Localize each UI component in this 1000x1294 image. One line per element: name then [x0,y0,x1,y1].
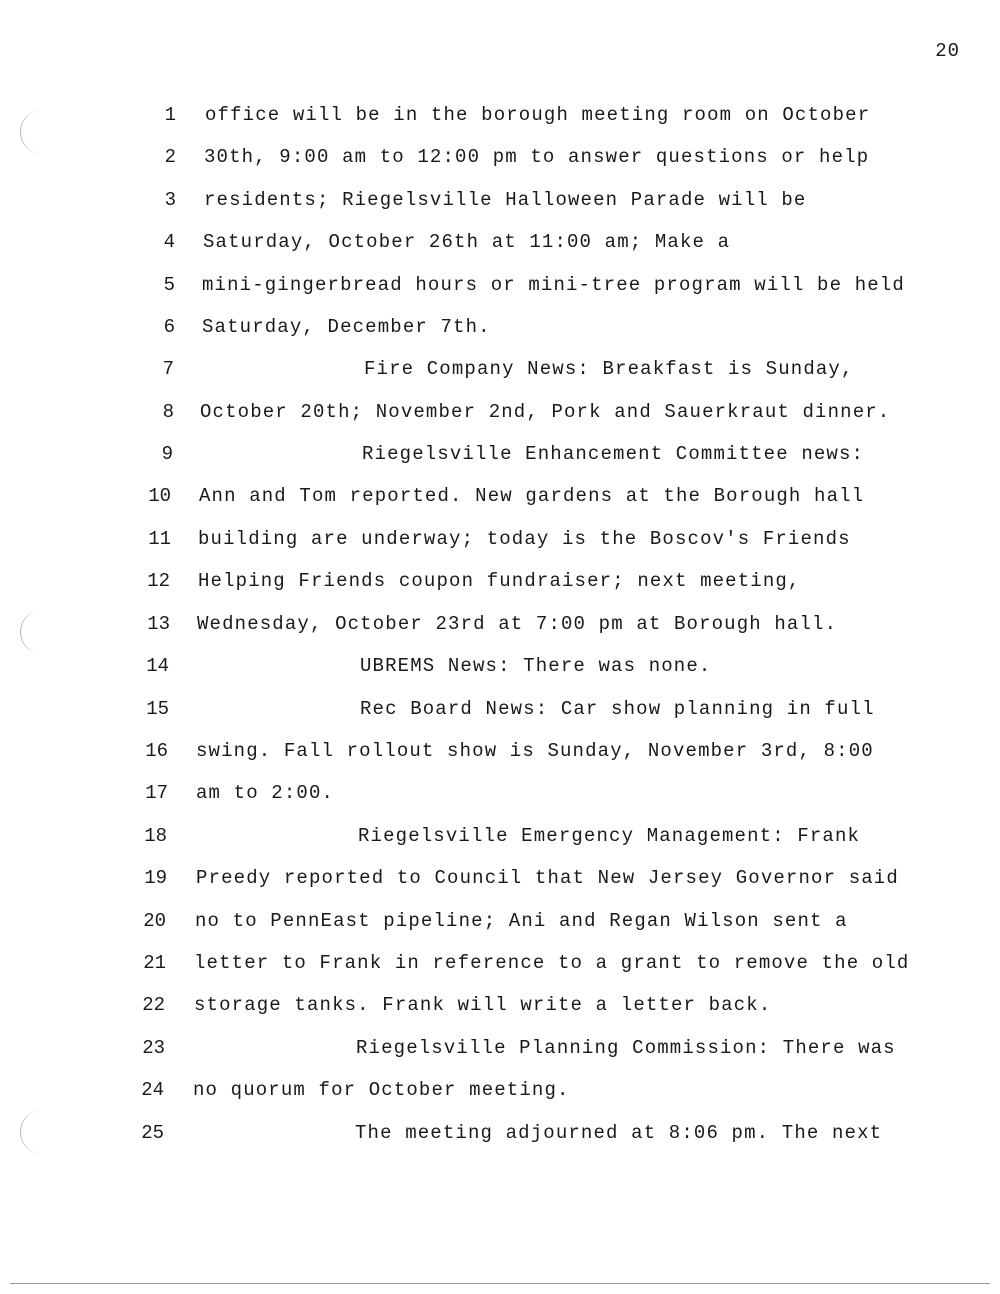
transcript-line [0,994,1000,1024]
line-text: Rec Board News: Car show planning in full [360,698,875,720]
line-number: 1 [164,104,176,126]
line-number: 6 [163,316,175,338]
transcript-line [0,146,1000,176]
line-text: Riegelsville Enhancement Committee news: [362,443,865,465]
line-text: Saturday, October 26th at 11:00 am; Make a [203,231,731,253]
transcript-line [0,952,1000,982]
transcript-line [0,782,1000,812]
line-number: 7 [162,358,174,380]
line-number: 10 [148,485,171,507]
line-number: 19 [144,867,167,889]
line-number: 24 [141,1079,164,1101]
transcript-line [0,613,1000,643]
transcript-line [0,1037,1000,1067]
line-number: 18 [144,825,167,847]
transcript-line [0,740,1000,770]
transcript-line [0,698,1000,728]
line-text: storage tanks. Frank will write a letter back. [194,994,772,1016]
transcript-line [0,358,1000,388]
line-number: 16 [145,740,168,762]
line-text: no to PennEast pipeline; Ani and Regan Wilson sent a [195,910,848,932]
line-text: Ann and Tom reported. New gardens at the Borough hall [199,485,865,507]
line-number: 5 [163,274,175,296]
line-number: 8 [162,401,174,423]
transcript-line [0,910,1000,940]
line-text: am to 2:00. [196,782,335,804]
line-text: Wednesday, October 23rd at 7:00 pm at Borough hall. [197,613,838,635]
line-number: 25 [141,1122,164,1144]
line-text: Helping Friends coupon fundraiser; next meeting, [198,570,801,592]
page-number: 20 [935,40,960,62]
line-number: 14 [146,655,169,677]
line-text: no quorum for October meeting. [193,1079,570,1101]
transcript-line [0,655,1000,685]
line-number: 17 [145,782,168,804]
transcript-line [0,401,1000,431]
transcript-line [0,528,1000,558]
line-text: 30th, 9:00 am to 12:00 pm to answer questions or help [204,146,870,168]
transcript-line [0,189,1000,219]
line-number: 20 [143,910,166,932]
line-text: Preedy reported to Council that New Jersey Governor said [196,867,899,889]
transcript-line [0,104,1000,134]
line-text: Saturday, December 7th. [202,316,491,338]
transcript-line [0,316,1000,346]
line-number: 3 [164,189,176,211]
line-number: 12 [147,570,170,592]
line-number: 15 [146,698,169,720]
bottom-divider [10,1283,990,1284]
line-text: UBREMS News: There was none. [360,655,712,677]
transcript-line [0,443,1000,473]
line-text: October 20th; November 2nd, Pork and Sauerkraut dinner. [200,401,891,423]
line-number: 23 [142,1037,165,1059]
line-text: The meeting adjourned at 8:06 pm. The next [355,1122,883,1144]
line-number: 2 [164,146,176,168]
line-text: Fire Company News: Breakfast is Sunday, [364,358,854,380]
transcript-line [0,274,1000,304]
transcript-line [0,485,1000,515]
transcript-line [0,1079,1000,1109]
line-number: 21 [143,952,166,974]
transcript-line [0,570,1000,600]
line-text: letter to Frank in reference to a grant to remove the old [194,952,910,974]
line-text: Riegelsville Emergency Management: Frank [358,825,861,847]
line-text: swing. Fall rollout show is Sunday, November 3rd, 8:00 [196,740,874,762]
line-number: 11 [148,528,171,550]
transcript-line [0,231,1000,261]
line-text: Riegelsville Planning Commission: There was [356,1037,896,1059]
line-number: 4 [163,231,175,253]
line-text: mini-gingerbread hours or mini-tree program will be held [202,274,905,296]
line-number: 13 [147,613,170,635]
line-text: residents; Riegelsville Halloween Parade will be [204,189,807,211]
line-number: 9 [161,443,173,465]
transcript-line [0,1122,1000,1152]
line-text: building are underway; today is the Boscov's Friends [198,528,851,550]
transcript-line [0,867,1000,897]
transcript-line [0,825,1000,855]
line-number: 22 [142,994,165,1016]
line-text: office will be in the borough meeting room on October [205,104,871,126]
